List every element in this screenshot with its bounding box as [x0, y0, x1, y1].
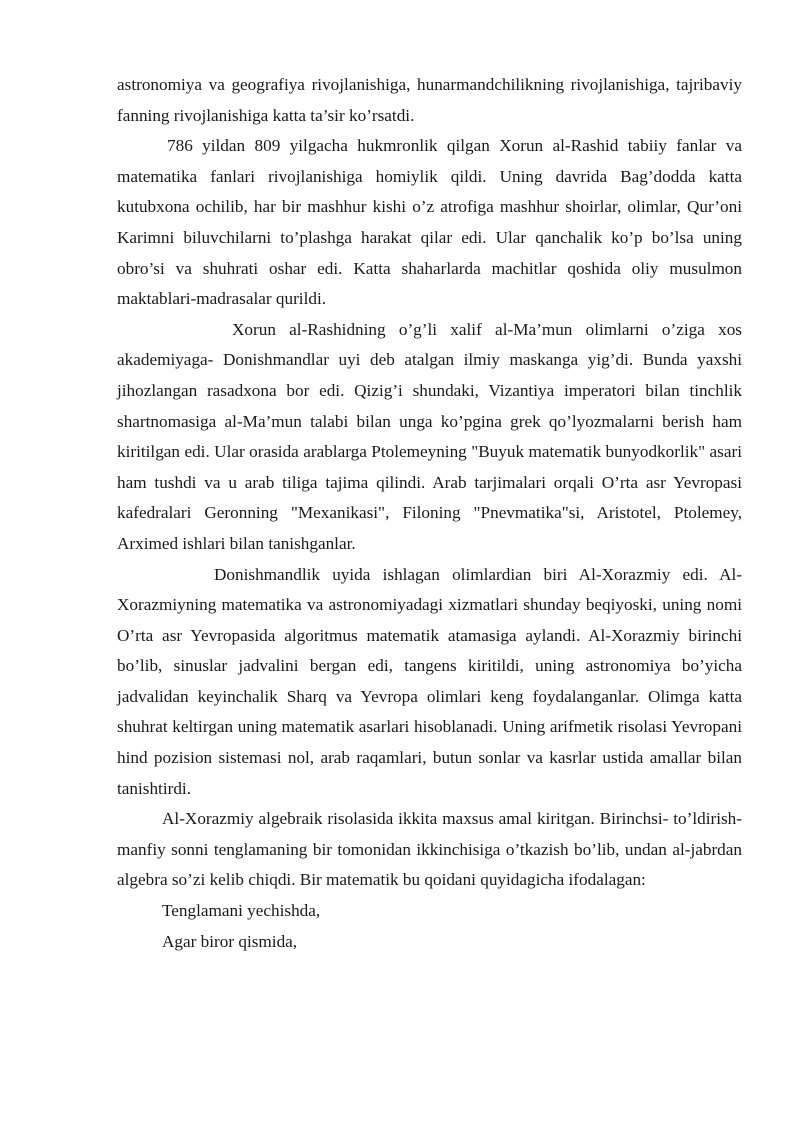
verse-line: Agar biror qismida, — [162, 931, 298, 951]
verse-line: Tenglamani yechishda, — [162, 901, 321, 921]
paragraph-al-mamun: Xorun al-Rashidning o’g’li xalif al-Ma’mun olimlarni o’ziga xos akademiyaga- Donishmandlar uyi deb atalgan ilmiy maskanga yig’di. Bunda yaxshi jihozlangan rasadxona bor edi. Qizig’i shundaki, Vizantiya imperatori bilan tinchlik shartnomasiga al-Ma’mun talabi bilan unga ko’pgina grek qo’lyozmalarni berish ham kiritilgan edi. Ular orasida arablarga Ptolemeyning "Buyuk matematik bunyodkorlik" asari ham tushdi va u arab tiliga tajima qilindi. Arab tarjimalari orqali O’rta asr Yevropasi kafedralari Geronning "Mexanikasi", Filoning "Pnevmatika"si, Aristotel, Ptolemey, Arximed ishlari bilan tanishganlar. — [117, 319, 742, 553]
paragraph-al-xorazmiy: Donishmandlik uyida ishlagan olimlardian biri Al-Xorazmiy edi. Al-Xorazmiyning matematika va astronomiyadagi xizmatlari shunday beqiyoski, uning nomi O’rta asr Yevropasida algoritmus matematik atamasiga aylandi. Al-Xorazmiy birinchi bo’lib, sinuslar jadvalini bergan edi, tangens kiritildi, uning astronomiya bo’yicha jadvalidan keyinchalik Sharq va Yevropa olimlari keng foydalanganlar. Olimga katta shuhrat keltirgan uning matematik asarlari hisoblanadi. Uning arifmetik risolasi Yevropani hind pozision sistemasi nol, arab raqamlari, butun sonlar va kasrlar ustida amallar bilan tanishtirdi. — [117, 564, 742, 798]
paragraph-continuation: astronomiya va geografiya rivojlanishiga, hunarmandchilikning rivojlanishiga, tajribaviy fanning rivojlanishiga katta ta’sir ko’rsatdi. — [117, 75, 742, 125]
paragraph-algebra: Al-Xorazmiy algebraik risolasida ikkita maxsus amal kiritgan. Birinchsi- to’ldirish-manfiy sonni tenglamaning bir tomonidan ikkinchisiga o’tkazish bo’lib, undan al-jabrdan algebra so’zi kelib chiqdi. Bir matematik bu qoidani quyidagicha ifodalagan: — [117, 809, 742, 890]
paragraph-harun-al-rashid: 786 yildan 809 yilgacha hukmronlik qilgan Xorun al-Rashid tabiiy fanlar va matematika fanlari rivojlanishiga homiylik qildi. Uning davrida Bag’dodda katta kutubxona ochilib, har bir mashhur kishi o’z atrofiga mashhur shoirlar, olimlar, Qur’oni Karimni biluvchilarni to’plashga harakat qilar edi. Ular qanchalik ko’p bo’lsa uning obro’si va shuhrati oshar edi. Katta shaharlarda machitlar qoshida oliy musulmon maktablari-madrasalar qurildi. — [117, 136, 742, 309]
document-page — [117, 70, 742, 957]
